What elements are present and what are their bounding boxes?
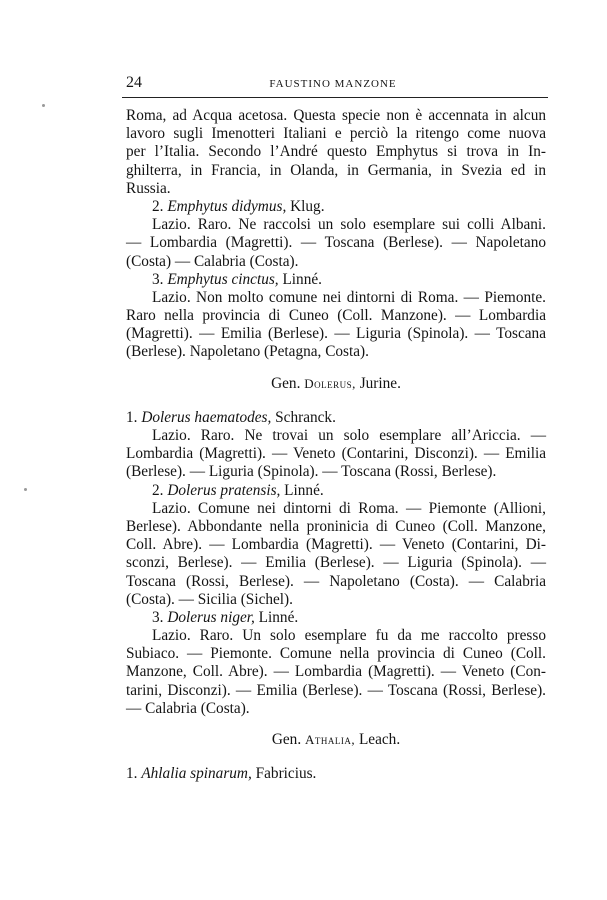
text-line: Lazio. Raro. Ne raccolsi un solo esemplare sui colli Albani. bbox=[152, 216, 546, 234]
species-author: Klug. bbox=[290, 197, 325, 215]
species-heading bbox=[126, 198, 546, 216]
species-number: 2. bbox=[152, 481, 164, 499]
running-head: FAUSTINO MANZONE bbox=[269, 78, 397, 90]
text-line: Raro nella provincia di Cuneo (Coll. Manzone). — Lombardia bbox=[126, 307, 546, 325]
species-heading bbox=[126, 409, 546, 427]
genus-author: Jurine. bbox=[359, 374, 401, 392]
genus-prefix: Gen. bbox=[271, 731, 302, 748]
species-name: Dolerus haematodes, bbox=[141, 408, 272, 426]
text-line: ghilterra, in Francia, in Olanda, in Germania, in Svezia ed in bbox=[126, 161, 546, 179]
page-header bbox=[118, 74, 548, 96]
genus-name: Dolerus, bbox=[304, 375, 356, 391]
species-author: Schranck. bbox=[275, 408, 336, 426]
genus-author: Leach. bbox=[358, 731, 401, 748]
text-line: — Calabria (Costa). bbox=[126, 699, 250, 717]
text-line: lavoro sugli Imenotteri Italiani e perciò la ritengo come nuova bbox=[126, 125, 546, 143]
text-line: Roma, ad Acqua acetosa. Questa specie non è accennata in alcun bbox=[126, 107, 546, 124]
text-line: Lazio. Comune nei dintorni di Roma. — Piemonte (Allioni, bbox=[152, 499, 546, 517]
page-body bbox=[126, 107, 546, 783]
species-author: Linné. bbox=[284, 481, 324, 499]
genus-heading bbox=[126, 375, 546, 393]
species-number: 2. bbox=[152, 197, 164, 215]
genus-heading bbox=[126, 731, 546, 749]
text-line: per l’Italia. Secondo l’André questo Emphytus si trova in In- bbox=[126, 143, 546, 161]
page-number: 24 bbox=[126, 74, 142, 91]
species-name: Ahlalia spinarum, bbox=[141, 765, 252, 783]
text-line: Lombardia (Magretti). — Veneto (Contarini, Disconzi). — Emilia bbox=[126, 445, 546, 463]
text-line: Toscana (Rossi, Berlese). — Napoletano (Costa). — Calabria bbox=[126, 572, 546, 590]
text-line: Lazio. Raro. Un solo esemplare fu da me raccolto presso bbox=[152, 627, 546, 645]
text-line: Lazio. Non molto comune nei dintorni di Roma. — Piemonte. bbox=[152, 288, 546, 306]
genus-name: Athalia, bbox=[304, 732, 356, 747]
species-name: Dolerus niger, bbox=[167, 608, 255, 626]
text-line: Subiaco. — Piemonte. Comune nella provincia di Cuneo (Coll. bbox=[126, 645, 546, 663]
species-author: Fabricius. bbox=[255, 765, 317, 783]
text-line: Lazio. Raro. Ne trovai un solo esemplare all’Ariccia. — bbox=[152, 427, 546, 444]
species-name: Dolerus pratensis, bbox=[167, 481, 281, 499]
page-speck bbox=[42, 104, 45, 107]
species-name: Emphytus didymus, bbox=[167, 197, 287, 215]
species-number: 1. bbox=[126, 408, 138, 426]
species-heading bbox=[126, 482, 546, 500]
text-line: (Costa) — Calabria (Costa). bbox=[126, 252, 299, 270]
text-line: (Magretti). — Emilia (Berlese). — Liguria (Spinola). — Toscana bbox=[126, 325, 546, 343]
species-author: Linné. bbox=[282, 270, 322, 288]
text-line: (Costa). — Sicilia (Sichel). bbox=[126, 590, 293, 608]
species-name: Emphytus cinctus, bbox=[167, 270, 279, 288]
text-line: Coll. Abre). — Lombardia (Magretti). — Veneto (Contarini, Di- bbox=[126, 536, 546, 554]
text-line: Manzone, Coll. Abre). — Lombardia (Magretti). — Veneto (Con- bbox=[126, 663, 546, 681]
species-number: 3. bbox=[152, 270, 164, 288]
genus-prefix: Gen. bbox=[271, 374, 301, 392]
species-heading bbox=[126, 271, 546, 289]
species-heading bbox=[126, 609, 546, 627]
header-rule bbox=[122, 97, 548, 98]
species-heading bbox=[126, 765, 546, 783]
species-author: Linné. bbox=[258, 608, 299, 626]
species-number: 1. bbox=[126, 765, 138, 783]
text-line: tarini, Disconzi). — Emilia (Berlese). — Toscana (Rossi, Berlese). bbox=[126, 681, 546, 699]
text-line: sconzi, Berlese). — Emilia (Berlese). — Liguria (Spinola). — bbox=[126, 554, 546, 572]
text-line: Berlese). Abbondante nella proninicia di Cuneo (Coll. Manzone, bbox=[126, 517, 546, 535]
text-line: (Berlese). — Liguria (Spinola). — Toscana (Rossi, Berlese). bbox=[126, 463, 497, 481]
text-line: — Lombardia (Magretti). — Toscana (Berlese). — Napoletano bbox=[126, 234, 546, 252]
text-line: (Berlese). Napoletano (Petagna, Costa). bbox=[126, 343, 369, 361]
text-line: Russia. bbox=[126, 179, 171, 197]
species-number: 3. bbox=[152, 608, 164, 626]
page-speck bbox=[24, 488, 27, 491]
